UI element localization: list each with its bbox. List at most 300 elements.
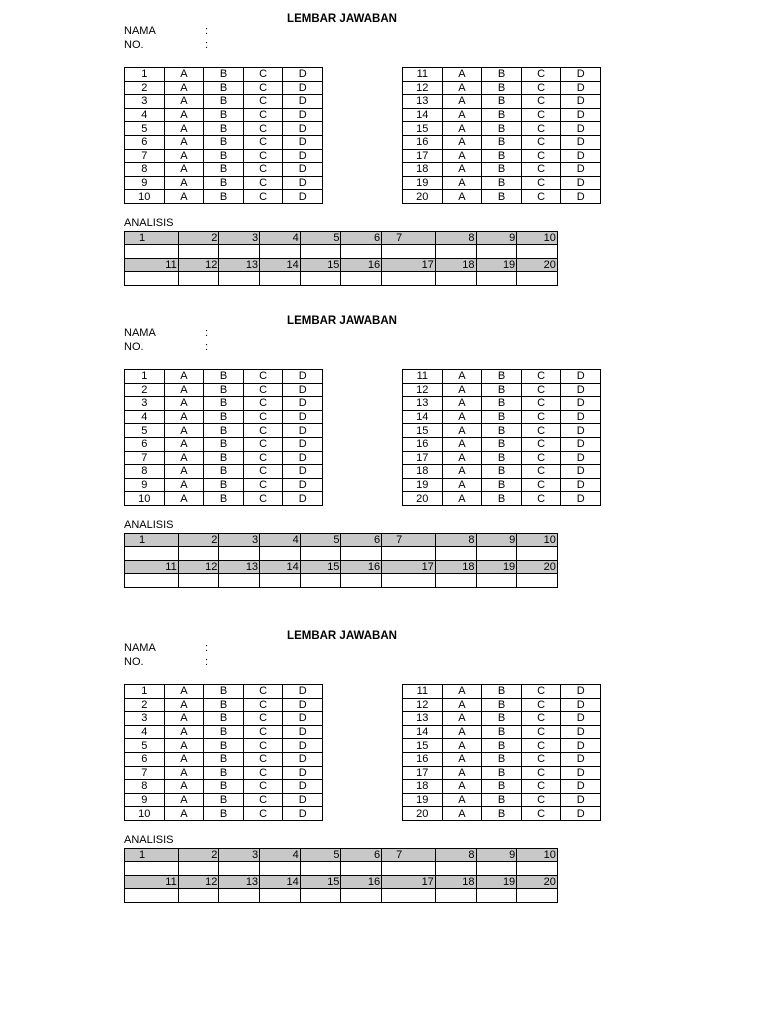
option-c-cell[interactable]: C bbox=[243, 135, 283, 149]
option-b-cell[interactable]: B bbox=[204, 492, 244, 506]
option-a-cell[interactable]: A bbox=[442, 793, 482, 807]
analysis-entry-cell[interactable] bbox=[382, 272, 436, 285]
option-d-cell[interactable]: D bbox=[561, 190, 601, 204]
analysis-entry-cell[interactable] bbox=[517, 889, 558, 902]
analysis-entry-cell[interactable] bbox=[219, 889, 260, 902]
option-a-cell[interactable]: A bbox=[164, 807, 204, 821]
option-a-cell[interactable]: A bbox=[442, 122, 482, 136]
option-c-cell[interactable]: C bbox=[521, 739, 561, 753]
option-c-cell[interactable]: C bbox=[521, 149, 561, 163]
option-d-cell[interactable]: D bbox=[283, 437, 323, 451]
option-c-cell[interactable]: C bbox=[243, 451, 283, 465]
option-d-cell[interactable]: D bbox=[561, 149, 601, 163]
option-b-cell[interactable]: B bbox=[482, 698, 522, 712]
option-a-cell[interactable]: A bbox=[442, 108, 482, 122]
analysis-entry-cell[interactable] bbox=[435, 574, 476, 587]
option-c-cell[interactable]: C bbox=[521, 766, 561, 780]
option-a-cell[interactable]: A bbox=[442, 397, 482, 411]
option-c-cell[interactable]: C bbox=[243, 95, 283, 109]
analysis-entry-cell[interactable] bbox=[260, 574, 301, 587]
option-b-cell[interactable]: B bbox=[204, 478, 244, 492]
option-b-cell[interactable]: B bbox=[482, 712, 522, 726]
option-c-cell[interactable]: C bbox=[243, 383, 283, 397]
analysis-entry-cell[interactable] bbox=[178, 272, 219, 285]
option-a-cell[interactable]: A bbox=[442, 95, 482, 109]
option-d-cell[interactable]: D bbox=[561, 68, 601, 82]
analysis-entry-cell[interactable] bbox=[435, 862, 476, 875]
option-b-cell[interactable]: B bbox=[204, 766, 244, 780]
option-c-cell[interactable]: C bbox=[243, 807, 283, 821]
option-d-cell[interactable]: D bbox=[561, 712, 601, 726]
analysis-entry-cell[interactable] bbox=[517, 862, 558, 875]
option-c-cell[interactable]: C bbox=[243, 108, 283, 122]
option-a-cell[interactable]: A bbox=[164, 685, 204, 699]
analysis-entry-cell[interactable] bbox=[435, 547, 476, 560]
option-c-cell[interactable]: C bbox=[521, 397, 561, 411]
option-b-cell[interactable]: B bbox=[482, 478, 522, 492]
option-b-cell[interactable]: B bbox=[204, 81, 244, 95]
analysis-entry-cell[interactable] bbox=[476, 272, 517, 285]
option-d-cell[interactable]: D bbox=[561, 424, 601, 438]
option-d-cell[interactable]: D bbox=[561, 370, 601, 384]
option-b-cell[interactable]: B bbox=[482, 397, 522, 411]
option-d-cell[interactable]: D bbox=[561, 451, 601, 465]
option-a-cell[interactable]: A bbox=[164, 68, 204, 82]
option-c-cell[interactable]: C bbox=[521, 478, 561, 492]
analysis-entry-cell[interactable] bbox=[219, 574, 260, 587]
option-c-cell[interactable]: C bbox=[243, 397, 283, 411]
option-c-cell[interactable]: C bbox=[521, 793, 561, 807]
option-d-cell[interactable]: D bbox=[561, 176, 601, 190]
option-a-cell[interactable]: A bbox=[442, 370, 482, 384]
option-d-cell[interactable]: D bbox=[283, 108, 323, 122]
option-b-cell[interactable]: B bbox=[482, 766, 522, 780]
option-c-cell[interactable]: C bbox=[521, 135, 561, 149]
option-c-cell[interactable]: C bbox=[243, 793, 283, 807]
option-b-cell[interactable]: B bbox=[482, 370, 522, 384]
option-b-cell[interactable]: B bbox=[482, 163, 522, 177]
option-b-cell[interactable]: B bbox=[204, 410, 244, 424]
analysis-entry-cell[interactable] bbox=[382, 245, 436, 258]
option-c-cell[interactable]: C bbox=[521, 122, 561, 136]
option-d-cell[interactable]: D bbox=[283, 370, 323, 384]
analysis-entry-cell[interactable] bbox=[476, 547, 517, 560]
option-b-cell[interactable]: B bbox=[482, 424, 522, 438]
option-c-cell[interactable]: C bbox=[243, 478, 283, 492]
option-a-cell[interactable]: A bbox=[442, 712, 482, 726]
option-c-cell[interactable]: C bbox=[243, 410, 283, 424]
option-a-cell[interactable]: A bbox=[164, 478, 204, 492]
option-b-cell[interactable]: B bbox=[482, 81, 522, 95]
analysis-entry-cell[interactable] bbox=[435, 272, 476, 285]
option-a-cell[interactable]: A bbox=[164, 437, 204, 451]
option-b-cell[interactable]: B bbox=[204, 712, 244, 726]
option-d-cell[interactable]: D bbox=[561, 492, 601, 506]
option-d-cell[interactable]: D bbox=[283, 739, 323, 753]
option-b-cell[interactable]: B bbox=[482, 410, 522, 424]
option-a-cell[interactable]: A bbox=[442, 685, 482, 699]
option-c-cell[interactable]: C bbox=[521, 410, 561, 424]
option-a-cell[interactable]: A bbox=[164, 698, 204, 712]
option-c-cell[interactable]: C bbox=[521, 752, 561, 766]
option-b-cell[interactable]: B bbox=[482, 190, 522, 204]
analysis-entry-cell[interactable] bbox=[300, 862, 341, 875]
option-d-cell[interactable]: D bbox=[283, 176, 323, 190]
analysis-entry-cell[interactable] bbox=[382, 889, 436, 902]
option-a-cell[interactable]: A bbox=[442, 752, 482, 766]
option-b-cell[interactable]: B bbox=[204, 451, 244, 465]
option-c-cell[interactable]: C bbox=[521, 370, 561, 384]
option-b-cell[interactable]: B bbox=[204, 698, 244, 712]
option-a-cell[interactable]: A bbox=[442, 698, 482, 712]
option-a-cell[interactable]: A bbox=[164, 163, 204, 177]
option-c-cell[interactable]: C bbox=[243, 780, 283, 794]
analysis-entry-cell[interactable] bbox=[517, 547, 558, 560]
option-a-cell[interactable]: A bbox=[442, 68, 482, 82]
option-b-cell[interactable]: B bbox=[204, 149, 244, 163]
option-b-cell[interactable]: B bbox=[204, 370, 244, 384]
option-a-cell[interactable]: A bbox=[442, 766, 482, 780]
option-a-cell[interactable]: A bbox=[164, 397, 204, 411]
option-c-cell[interactable]: C bbox=[243, 492, 283, 506]
option-c-cell[interactable]: C bbox=[243, 752, 283, 766]
analysis-entry-cell[interactable] bbox=[260, 862, 301, 875]
option-b-cell[interactable]: B bbox=[482, 739, 522, 753]
option-d-cell[interactable]: D bbox=[283, 122, 323, 136]
option-c-cell[interactable]: C bbox=[243, 149, 283, 163]
option-b-cell[interactable]: B bbox=[204, 190, 244, 204]
analysis-entry-cell[interactable] bbox=[382, 862, 436, 875]
option-d-cell[interactable]: D bbox=[283, 752, 323, 766]
option-d-cell[interactable]: D bbox=[283, 712, 323, 726]
analysis-entry-cell[interactable] bbox=[341, 574, 382, 587]
option-d-cell[interactable]: D bbox=[283, 793, 323, 807]
option-c-cell[interactable]: C bbox=[243, 122, 283, 136]
option-a-cell[interactable]: A bbox=[164, 712, 204, 726]
analysis-entry-cell[interactable] bbox=[476, 889, 517, 902]
option-c-cell[interactable]: C bbox=[243, 766, 283, 780]
option-d-cell[interactable]: D bbox=[283, 95, 323, 109]
option-b-cell[interactable]: B bbox=[482, 685, 522, 699]
analysis-entry-cell[interactable] bbox=[260, 889, 301, 902]
analysis-entry-cell[interactable] bbox=[219, 245, 260, 258]
option-d-cell[interactable]: D bbox=[283, 424, 323, 438]
option-d-cell[interactable]: D bbox=[561, 465, 601, 479]
option-a-cell[interactable]: A bbox=[164, 739, 204, 753]
analysis-entry-cell[interactable] bbox=[382, 574, 436, 587]
analysis-entry-cell[interactable] bbox=[125, 574, 179, 587]
analysis-entry-cell[interactable] bbox=[219, 862, 260, 875]
option-d-cell[interactable]: D bbox=[561, 752, 601, 766]
option-b-cell[interactable]: B bbox=[482, 122, 522, 136]
option-c-cell[interactable]: C bbox=[243, 725, 283, 739]
option-d-cell[interactable]: D bbox=[561, 766, 601, 780]
option-c-cell[interactable]: C bbox=[521, 807, 561, 821]
option-d-cell[interactable]: D bbox=[283, 685, 323, 699]
analysis-entry-cell[interactable] bbox=[300, 272, 341, 285]
option-d-cell[interactable]: D bbox=[283, 807, 323, 821]
option-d-cell[interactable]: D bbox=[283, 190, 323, 204]
analysis-entry-cell[interactable] bbox=[341, 245, 382, 258]
option-b-cell[interactable]: B bbox=[204, 752, 244, 766]
analysis-entry-cell[interactable] bbox=[341, 862, 382, 875]
option-a-cell[interactable]: A bbox=[164, 122, 204, 136]
option-a-cell[interactable]: A bbox=[164, 424, 204, 438]
option-b-cell[interactable]: B bbox=[482, 752, 522, 766]
analysis-entry-cell[interactable] bbox=[341, 272, 382, 285]
option-d-cell[interactable]: D bbox=[561, 478, 601, 492]
option-c-cell[interactable]: C bbox=[243, 370, 283, 384]
analysis-entry-cell[interactable] bbox=[125, 547, 179, 560]
option-a-cell[interactable]: A bbox=[442, 451, 482, 465]
option-c-cell[interactable]: C bbox=[243, 465, 283, 479]
option-a-cell[interactable]: A bbox=[164, 135, 204, 149]
option-c-cell[interactable]: C bbox=[521, 698, 561, 712]
option-a-cell[interactable]: A bbox=[164, 451, 204, 465]
option-a-cell[interactable]: A bbox=[442, 739, 482, 753]
option-c-cell[interactable]: C bbox=[243, 712, 283, 726]
option-b-cell[interactable]: B bbox=[204, 135, 244, 149]
option-a-cell[interactable]: A bbox=[442, 725, 482, 739]
analysis-entry-cell[interactable] bbox=[476, 245, 517, 258]
option-c-cell[interactable]: C bbox=[521, 465, 561, 479]
option-d-cell[interactable]: D bbox=[561, 122, 601, 136]
option-d-cell[interactable]: D bbox=[283, 383, 323, 397]
option-d-cell[interactable]: D bbox=[283, 766, 323, 780]
analysis-entry-cell[interactable] bbox=[517, 272, 558, 285]
option-a-cell[interactable]: A bbox=[164, 190, 204, 204]
option-a-cell[interactable]: A bbox=[442, 437, 482, 451]
option-d-cell[interactable]: D bbox=[283, 725, 323, 739]
option-d-cell[interactable]: D bbox=[561, 685, 601, 699]
option-b-cell[interactable]: B bbox=[482, 68, 522, 82]
option-b-cell[interactable]: B bbox=[482, 492, 522, 506]
option-c-cell[interactable]: C bbox=[521, 176, 561, 190]
option-c-cell[interactable]: C bbox=[243, 190, 283, 204]
option-b-cell[interactable]: B bbox=[482, 383, 522, 397]
option-c-cell[interactable]: C bbox=[243, 68, 283, 82]
option-b-cell[interactable]: B bbox=[204, 68, 244, 82]
analysis-entry-cell[interactable] bbox=[435, 889, 476, 902]
option-b-cell[interactable]: B bbox=[482, 149, 522, 163]
option-c-cell[interactable]: C bbox=[521, 451, 561, 465]
option-c-cell[interactable]: C bbox=[521, 424, 561, 438]
option-d-cell[interactable]: D bbox=[283, 149, 323, 163]
option-d-cell[interactable]: D bbox=[561, 698, 601, 712]
option-a-cell[interactable]: A bbox=[164, 725, 204, 739]
option-a-cell[interactable]: A bbox=[442, 807, 482, 821]
option-b-cell[interactable]: B bbox=[482, 780, 522, 794]
option-b-cell[interactable]: B bbox=[204, 122, 244, 136]
option-b-cell[interactable]: B bbox=[204, 437, 244, 451]
option-b-cell[interactable]: B bbox=[204, 739, 244, 753]
option-d-cell[interactable]: D bbox=[561, 135, 601, 149]
option-c-cell[interactable]: C bbox=[243, 698, 283, 712]
analysis-entry-cell[interactable] bbox=[300, 245, 341, 258]
option-d-cell[interactable]: D bbox=[283, 451, 323, 465]
analysis-entry-cell[interactable] bbox=[341, 889, 382, 902]
option-c-cell[interactable]: C bbox=[521, 685, 561, 699]
option-a-cell[interactable]: A bbox=[164, 95, 204, 109]
option-a-cell[interactable]: A bbox=[164, 383, 204, 397]
option-b-cell[interactable]: B bbox=[204, 725, 244, 739]
option-b-cell[interactable]: B bbox=[482, 725, 522, 739]
option-d-cell[interactable]: D bbox=[561, 410, 601, 424]
option-b-cell[interactable]: B bbox=[482, 465, 522, 479]
analysis-entry-cell[interactable] bbox=[125, 272, 179, 285]
analysis-entry-cell[interactable] bbox=[178, 245, 219, 258]
option-a-cell[interactable]: A bbox=[164, 766, 204, 780]
analysis-entry-cell[interactable] bbox=[125, 862, 179, 875]
option-a-cell[interactable]: A bbox=[442, 163, 482, 177]
option-b-cell[interactable]: B bbox=[482, 451, 522, 465]
option-a-cell[interactable]: A bbox=[442, 478, 482, 492]
option-c-cell[interactable]: C bbox=[521, 383, 561, 397]
option-d-cell[interactable]: D bbox=[561, 793, 601, 807]
option-d-cell[interactable]: D bbox=[561, 725, 601, 739]
option-b-cell[interactable]: B bbox=[482, 135, 522, 149]
analysis-entry-cell[interactable] bbox=[178, 547, 219, 560]
option-d-cell[interactable]: D bbox=[561, 397, 601, 411]
option-b-cell[interactable]: B bbox=[204, 108, 244, 122]
option-d-cell[interactable]: D bbox=[561, 807, 601, 821]
option-b-cell[interactable]: B bbox=[482, 176, 522, 190]
option-c-cell[interactable]: C bbox=[243, 163, 283, 177]
option-a-cell[interactable]: A bbox=[164, 492, 204, 506]
option-d-cell[interactable]: D bbox=[283, 698, 323, 712]
option-a-cell[interactable]: A bbox=[442, 81, 482, 95]
option-a-cell[interactable]: A bbox=[164, 81, 204, 95]
option-c-cell[interactable]: C bbox=[521, 492, 561, 506]
option-c-cell[interactable]: C bbox=[521, 712, 561, 726]
analysis-entry-cell[interactable] bbox=[260, 245, 301, 258]
option-d-cell[interactable]: D bbox=[561, 739, 601, 753]
analysis-entry-cell[interactable] bbox=[178, 889, 219, 902]
option-a-cell[interactable]: A bbox=[164, 176, 204, 190]
option-c-cell[interactable]: C bbox=[243, 81, 283, 95]
option-d-cell[interactable]: D bbox=[283, 780, 323, 794]
option-a-cell[interactable]: A bbox=[442, 780, 482, 794]
analysis-entry-cell[interactable] bbox=[517, 245, 558, 258]
option-d-cell[interactable]: D bbox=[283, 68, 323, 82]
option-a-cell[interactable]: A bbox=[164, 410, 204, 424]
option-a-cell[interactable]: A bbox=[442, 176, 482, 190]
analysis-entry-cell[interactable] bbox=[341, 547, 382, 560]
option-d-cell[interactable]: D bbox=[561, 108, 601, 122]
analysis-entry-cell[interactable] bbox=[125, 245, 179, 258]
analysis-entry-cell[interactable] bbox=[219, 547, 260, 560]
option-c-cell[interactable]: C bbox=[521, 81, 561, 95]
option-d-cell[interactable]: D bbox=[561, 437, 601, 451]
option-a-cell[interactable]: A bbox=[442, 410, 482, 424]
option-b-cell[interactable]: B bbox=[482, 807, 522, 821]
option-b-cell[interactable]: B bbox=[204, 793, 244, 807]
option-a-cell[interactable]: A bbox=[164, 752, 204, 766]
option-c-cell[interactable]: C bbox=[521, 108, 561, 122]
analysis-entry-cell[interactable] bbox=[300, 889, 341, 902]
option-d-cell[interactable]: D bbox=[561, 780, 601, 794]
analysis-entry-cell[interactable] bbox=[260, 547, 301, 560]
option-b-cell[interactable]: B bbox=[482, 793, 522, 807]
option-c-cell[interactable]: C bbox=[521, 725, 561, 739]
analysis-entry-cell[interactable] bbox=[300, 574, 341, 587]
option-d-cell[interactable]: D bbox=[561, 81, 601, 95]
option-b-cell[interactable]: B bbox=[204, 176, 244, 190]
option-b-cell[interactable]: B bbox=[482, 95, 522, 109]
option-c-cell[interactable]: C bbox=[521, 68, 561, 82]
option-a-cell[interactable]: A bbox=[442, 424, 482, 438]
option-c-cell[interactable]: C bbox=[521, 437, 561, 451]
analysis-entry-cell[interactable] bbox=[476, 862, 517, 875]
option-b-cell[interactable]: B bbox=[204, 807, 244, 821]
option-c-cell[interactable]: C bbox=[243, 437, 283, 451]
option-d-cell[interactable]: D bbox=[561, 383, 601, 397]
option-a-cell[interactable]: A bbox=[164, 793, 204, 807]
analysis-entry-cell[interactable] bbox=[219, 272, 260, 285]
option-d-cell[interactable]: D bbox=[283, 492, 323, 506]
option-d-cell[interactable]: D bbox=[283, 397, 323, 411]
option-d-cell[interactable]: D bbox=[283, 465, 323, 479]
option-a-cell[interactable]: A bbox=[442, 135, 482, 149]
option-d-cell[interactable]: D bbox=[561, 163, 601, 177]
option-b-cell[interactable]: B bbox=[204, 163, 244, 177]
option-a-cell[interactable]: A bbox=[442, 492, 482, 506]
option-a-cell[interactable]: A bbox=[442, 190, 482, 204]
option-c-cell[interactable]: C bbox=[521, 163, 561, 177]
option-a-cell[interactable]: A bbox=[164, 149, 204, 163]
option-c-cell[interactable]: C bbox=[243, 685, 283, 699]
option-b-cell[interactable]: B bbox=[482, 437, 522, 451]
option-d-cell[interactable]: D bbox=[283, 478, 323, 492]
option-c-cell[interactable]: C bbox=[243, 176, 283, 190]
option-b-cell[interactable]: B bbox=[204, 780, 244, 794]
option-c-cell[interactable]: C bbox=[521, 95, 561, 109]
option-a-cell[interactable]: A bbox=[442, 383, 482, 397]
option-a-cell[interactable]: A bbox=[164, 108, 204, 122]
option-a-cell[interactable]: A bbox=[442, 465, 482, 479]
analysis-entry-cell[interactable] bbox=[125, 889, 179, 902]
option-b-cell[interactable]: B bbox=[204, 383, 244, 397]
option-d-cell[interactable]: D bbox=[283, 81, 323, 95]
option-b-cell[interactable]: B bbox=[204, 95, 244, 109]
analysis-entry-cell[interactable] bbox=[300, 547, 341, 560]
option-b-cell[interactable]: B bbox=[204, 397, 244, 411]
option-a-cell[interactable]: A bbox=[164, 780, 204, 794]
analysis-entry-cell[interactable] bbox=[382, 547, 436, 560]
analysis-entry-cell[interactable] bbox=[260, 272, 301, 285]
analysis-entry-cell[interactable] bbox=[476, 574, 517, 587]
analysis-entry-cell[interactable] bbox=[517, 574, 558, 587]
analysis-entry-cell[interactable] bbox=[178, 574, 219, 587]
option-d-cell[interactable]: D bbox=[283, 135, 323, 149]
option-a-cell[interactable]: A bbox=[164, 465, 204, 479]
option-d-cell[interactable]: D bbox=[283, 410, 323, 424]
option-d-cell[interactable]: D bbox=[561, 95, 601, 109]
option-a-cell[interactable]: A bbox=[164, 370, 204, 384]
analysis-entry-cell[interactable] bbox=[178, 862, 219, 875]
option-a-cell[interactable]: A bbox=[442, 149, 482, 163]
option-b-cell[interactable]: B bbox=[482, 108, 522, 122]
analysis-entry-cell[interactable] bbox=[435, 245, 476, 258]
option-b-cell[interactable]: B bbox=[204, 424, 244, 438]
option-c-cell[interactable]: C bbox=[521, 190, 561, 204]
option-b-cell[interactable]: B bbox=[204, 685, 244, 699]
option-c-cell[interactable]: C bbox=[243, 424, 283, 438]
option-c-cell[interactable]: C bbox=[243, 739, 283, 753]
option-d-cell[interactable]: D bbox=[283, 163, 323, 177]
option-c-cell[interactable]: C bbox=[521, 780, 561, 794]
option-b-cell[interactable]: B bbox=[204, 465, 244, 479]
